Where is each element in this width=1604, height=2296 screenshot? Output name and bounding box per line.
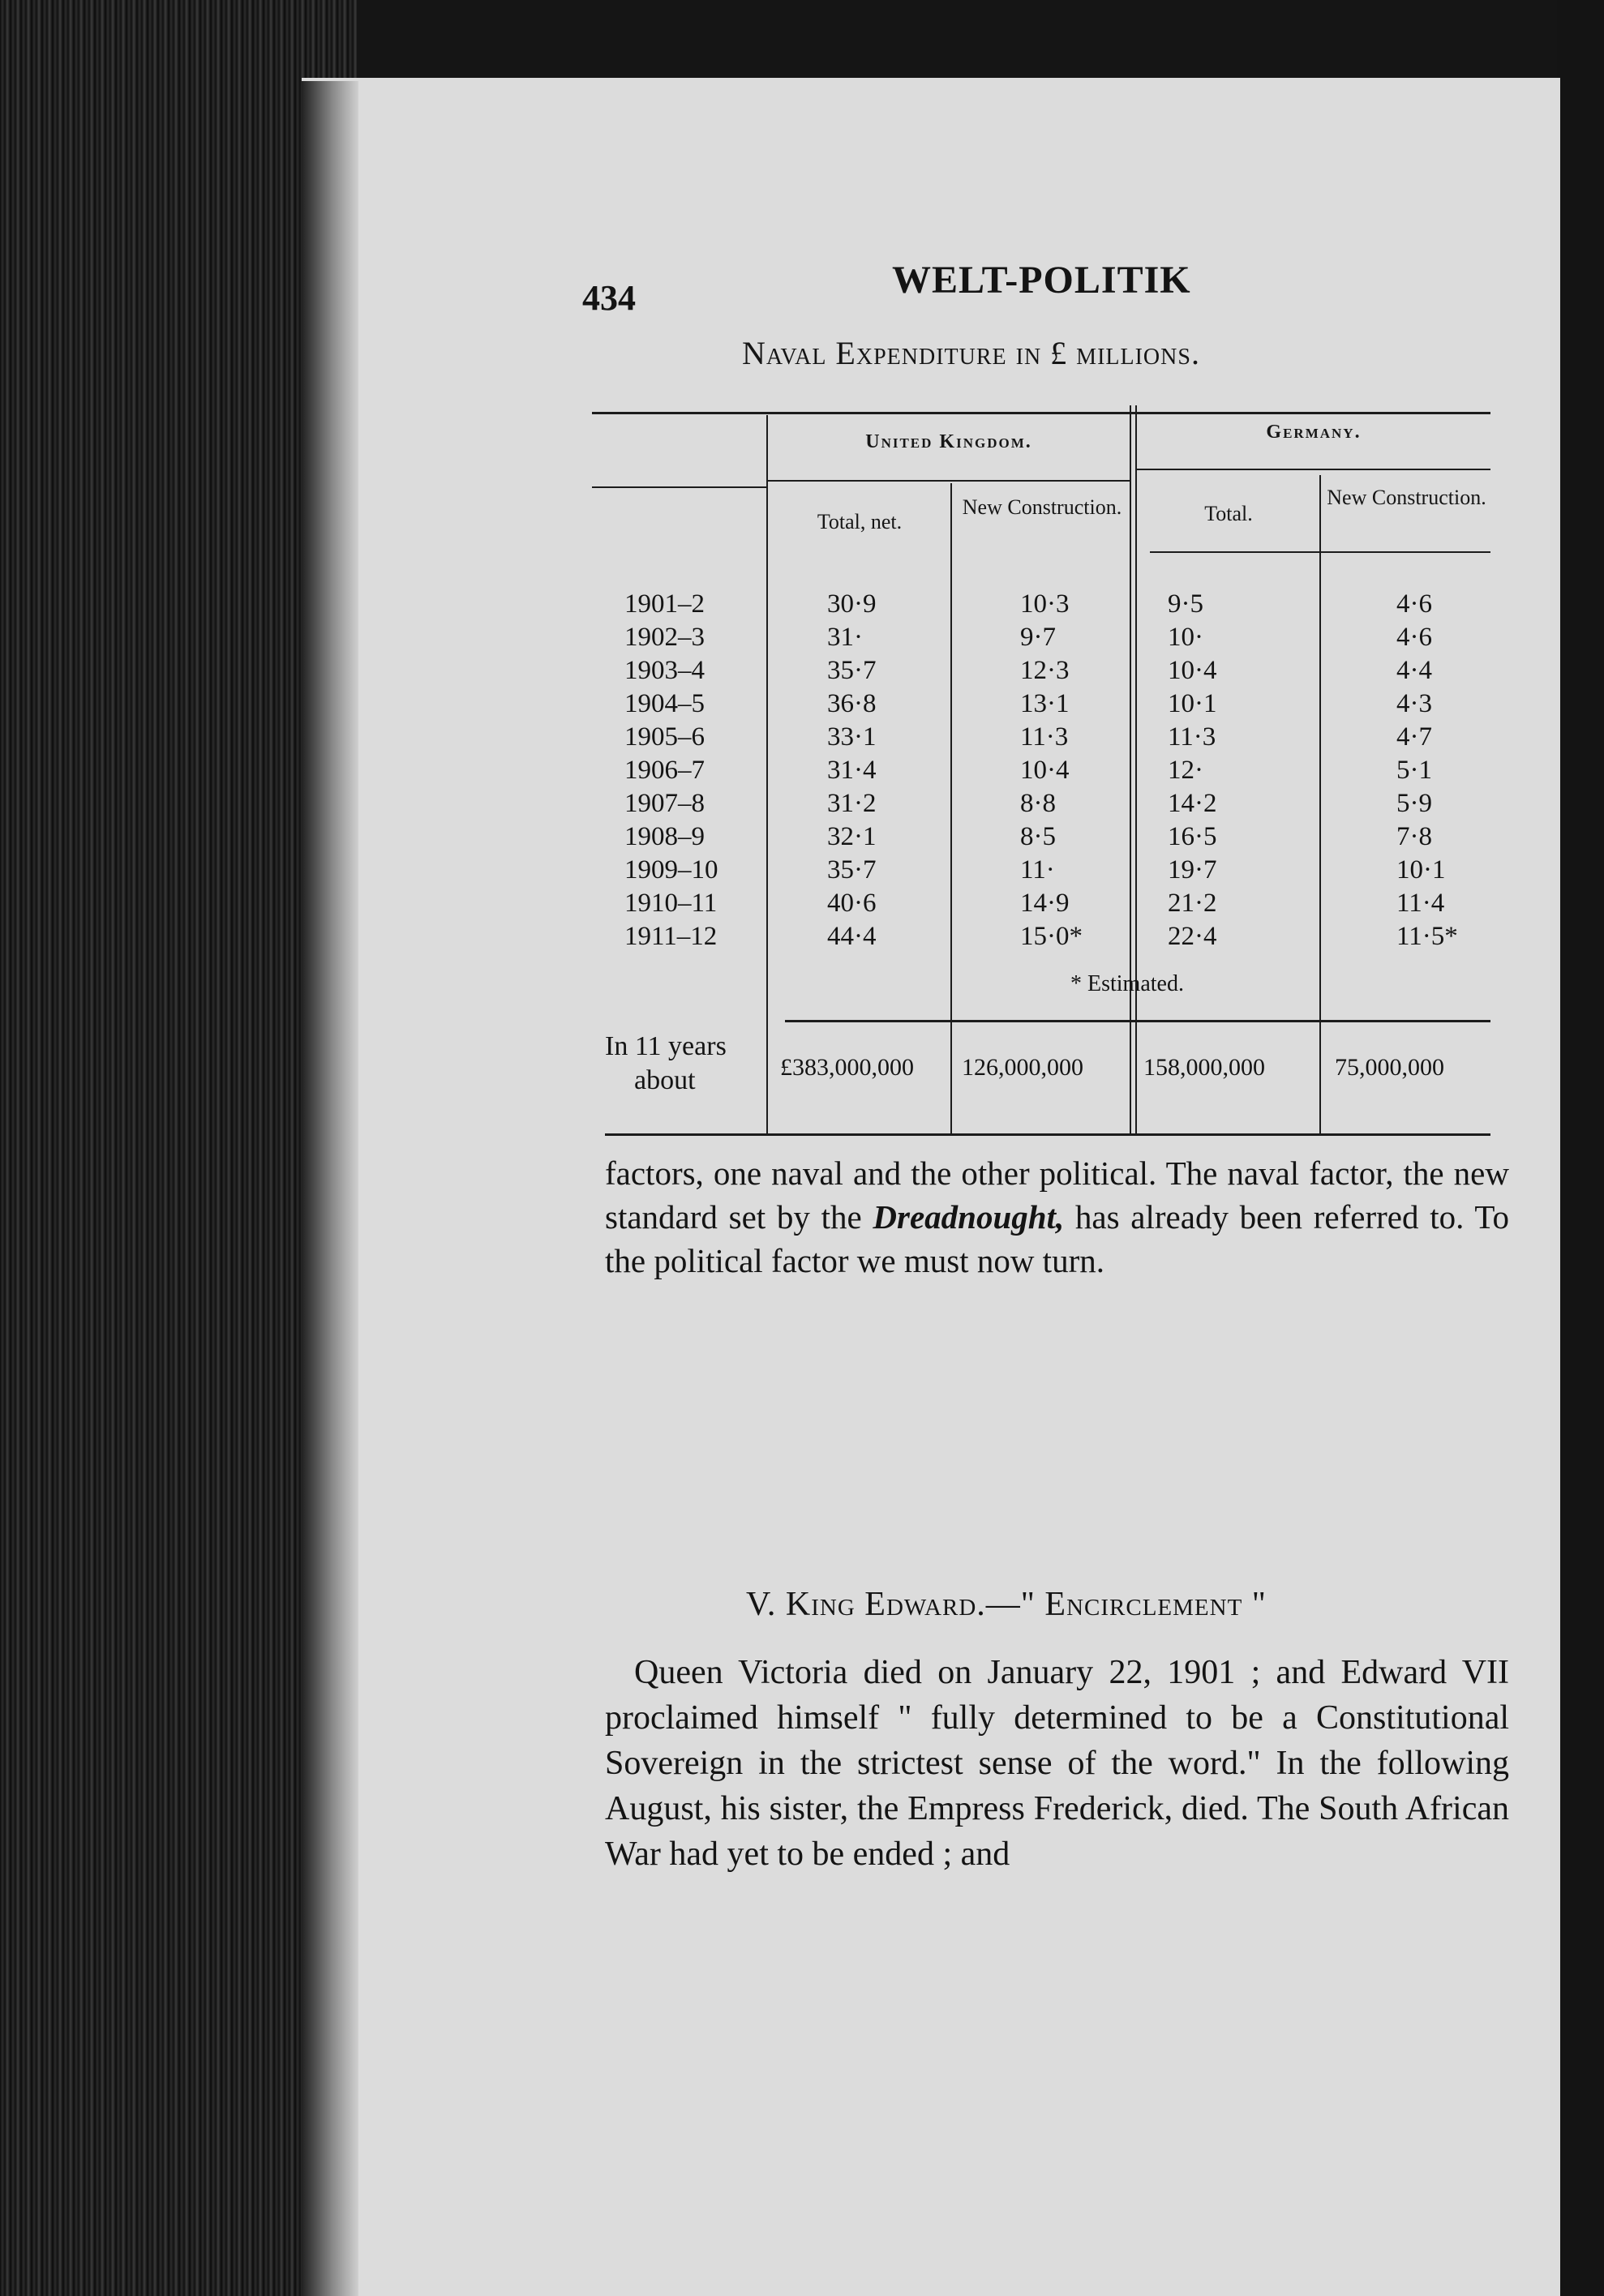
de-new-cell: 4·6 xyxy=(1396,589,1432,619)
de-new-cell: 5·1 xyxy=(1396,756,1432,785)
de-new-cell: 4·6 xyxy=(1396,623,1432,652)
total-de-new: 75,000,000 xyxy=(1335,1054,1444,1081)
header-de-new: New Construction. xyxy=(1327,486,1486,509)
germany-new-construction-column xyxy=(1396,588,1458,953)
uk-total-cell: 35·7 xyxy=(827,656,877,685)
uk-total-cell: 36·8 xyxy=(827,689,877,718)
col-divider-1 xyxy=(766,415,768,1135)
uk-new-cell: 11· xyxy=(1020,855,1055,885)
page-number: 434 xyxy=(582,278,636,318)
total-de: 158,000,000 xyxy=(1143,1054,1265,1081)
de-new-cell: 11·4 xyxy=(1396,889,1445,918)
de-new-cell: 4·4 xyxy=(1396,656,1432,685)
uk-total-column xyxy=(827,588,877,953)
de-new-cell: 11·5* xyxy=(1396,922,1458,951)
de-total-cell: 22·4 xyxy=(1168,922,1217,951)
de-total-cell: 9·5 xyxy=(1168,589,1203,619)
page-gutter-shadow xyxy=(302,81,358,2296)
uk-total-cell: 31·2 xyxy=(827,789,877,818)
table-top-rule xyxy=(592,412,1490,414)
col-divider-4 xyxy=(1319,475,1321,1135)
uk-new-cell: 10·3 xyxy=(1020,589,1070,619)
total-uk: £383,000,000 xyxy=(780,1054,914,1081)
uk-new-cell: 12·3 xyxy=(1020,656,1070,685)
year-cell: 1911–12 xyxy=(624,922,718,951)
de-total-cell: 10· xyxy=(1168,623,1203,652)
year-cell: 1907–8 xyxy=(624,789,705,818)
paragraph-factors xyxy=(605,1151,1509,1283)
header-united-kingdom: United Kingdom. xyxy=(865,431,1032,452)
uk-new-cell: 11·3 xyxy=(1020,722,1069,752)
paragraph-text: has already been referred to. To the political factor we must now turn. xyxy=(605,1198,1509,1279)
uk-new-cell: 10·4 xyxy=(1020,756,1070,785)
col-divider-2 xyxy=(950,483,952,1135)
totals-label-line-1: In 11 years xyxy=(605,1031,727,1061)
de-total-cell: 21·2 xyxy=(1168,889,1217,918)
col-divider-3a xyxy=(1130,405,1131,1135)
uk-new-cell: 14·9 xyxy=(1020,889,1070,918)
totals-label-line-2: about xyxy=(634,1065,696,1095)
de-new-cell: 10·1 xyxy=(1396,855,1446,885)
germany-total-column xyxy=(1168,588,1217,953)
year-cell: 1910–11 xyxy=(624,889,718,918)
scan-right-border xyxy=(1557,0,1604,2296)
year-column xyxy=(624,588,718,953)
de-total-cell: 11·3 xyxy=(1168,722,1216,752)
paragraph-text: factors, one naval and the other political. The naval factor, the new standard set by the xyxy=(605,1154,1509,1236)
uk-new-cell: 8·5 xyxy=(1020,822,1056,851)
uk-total-cell: 31·4 xyxy=(827,756,877,785)
totals-label xyxy=(605,1030,727,1098)
uk-group-rule xyxy=(766,480,1131,482)
year-cell: 1903–4 xyxy=(624,656,705,685)
section-heading: V. King Edward.—" Encirclement " xyxy=(746,1586,1267,1623)
year-cell: 1909–10 xyxy=(624,855,718,885)
uk-total-cell: 35·7 xyxy=(827,855,877,885)
de-new-cell: 4·3 xyxy=(1396,689,1432,718)
totals-rule xyxy=(785,1020,1490,1022)
dreadnought-italic: Dreadnought, xyxy=(873,1198,1065,1236)
de-total-cell: 10·1 xyxy=(1168,689,1217,718)
total-uk-new: 126,000,000 xyxy=(962,1054,1083,1081)
table-bottom-rule xyxy=(605,1133,1490,1136)
de-total-cell: 19·7 xyxy=(1168,855,1217,885)
paragraph-queen-victoria: Queen Victoria died on January 22, 1901 ; and Edward VII proclaimed himself " fully determined to be a Constitutional Sovereign in the strictest sense of the word." In the following August, his sister, the Empress Frederick, died. The South African War had yet to be ended ; and xyxy=(605,1654,1509,1873)
header-de-total: Total. xyxy=(1204,502,1253,525)
year-cell: 1901–2 xyxy=(624,589,705,619)
de-new-cell: 5·9 xyxy=(1396,789,1432,818)
uk-new-cell: 15·0* xyxy=(1020,922,1083,951)
uk-new-construction-column xyxy=(1020,588,1083,953)
header-uk-total: Total, net. xyxy=(817,510,903,533)
year-cell: 1906–7 xyxy=(624,756,705,785)
header-uk-new: New Construction. xyxy=(962,495,1122,519)
year-cell: 1905–6 xyxy=(624,722,705,752)
de-total-cell: 10·4 xyxy=(1168,656,1217,685)
year-cell: 1908–9 xyxy=(624,822,705,851)
de-total-cell: 16·5 xyxy=(1168,822,1217,851)
uk-total-cell: 30·9 xyxy=(827,589,877,619)
de-new-cell: 4·7 xyxy=(1396,722,1432,752)
col-divider-3b xyxy=(1135,405,1137,1135)
table-footnote: * Estimated. xyxy=(1070,971,1184,996)
year-cell: 1902–3 xyxy=(624,623,705,652)
uk-new-cell: 8·8 xyxy=(1020,789,1056,818)
header-rule-left xyxy=(592,486,766,488)
uk-total-cell: 33·1 xyxy=(827,722,877,752)
uk-total-cell: 32·1 xyxy=(827,822,877,851)
uk-total-cell: 40·6 xyxy=(827,889,877,918)
de-group-rule xyxy=(1135,469,1490,470)
year-cell: 1904–5 xyxy=(624,689,705,718)
table-title: Naval Expenditure in £ millions. xyxy=(742,335,1200,371)
uk-new-cell: 13·1 xyxy=(1020,689,1070,718)
de-new-cell: 7·8 xyxy=(1396,822,1432,851)
running-head: WELT-POLITIK xyxy=(892,259,1191,302)
de-total-cell: 12· xyxy=(1168,756,1203,785)
uk-total-cell: 44·4 xyxy=(827,922,877,951)
uk-total-cell: 31· xyxy=(827,623,863,652)
header-germany: Germany. xyxy=(1266,422,1362,443)
uk-new-cell: 9·7 xyxy=(1020,623,1056,652)
de-total-cell: 14·2 xyxy=(1168,789,1217,818)
